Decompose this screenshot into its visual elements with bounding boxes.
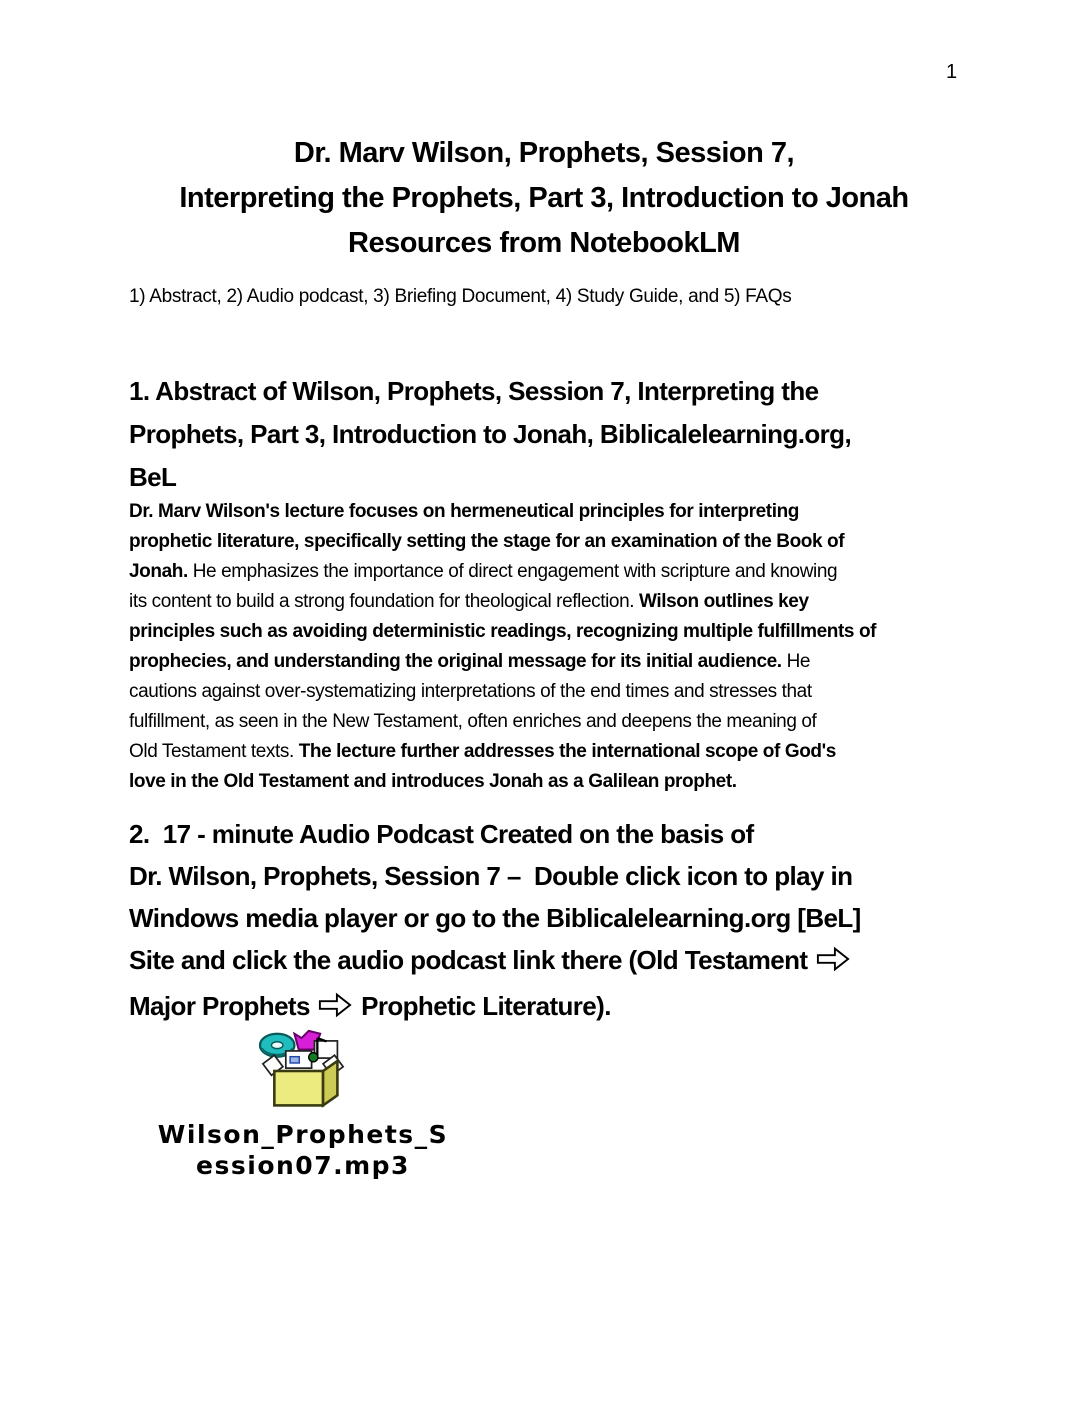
text-run: 2. 17 - minute Audio Podcast Created on the basis of [129,819,754,849]
text-line [129,617,876,647]
text-line [129,707,876,737]
text-run: Dr. Marv Wilson's lecture focuses on hermeneutical principles for interpreting [129,501,799,522]
arrow-right-icon [318,989,352,1031]
text-run: its content to build a strong foundation for theological reflection. [129,591,640,612]
audio-file-label[interactable] [128,1119,478,1181]
text-run: cautions against over-systematizing interpretations of the end times and stresses that [129,681,812,702]
text-line: Interpreting the Prophets, Part 3, Introduction to Jonah [179,182,909,214]
text-line [129,677,876,707]
text-line [129,855,861,897]
text-run: love in the Old Testament and introduces Jonah as a Galilean prophet. [129,771,737,792]
arrow-right-icon [816,943,850,985]
text-line [129,897,861,939]
text-line [129,813,861,855]
text-run: Wilson outlines key [639,591,809,612]
text-line [129,527,876,557]
text-run: He emphasizes the importance of direct engagement with scripture and knowing [187,561,838,582]
resources-list: 1) Abstract, 2) Audio podcast, 3) Briefing Document, 4) Study Guide, and 5) FAQs [129,286,792,307]
text-line [129,939,861,985]
text-run: Site and click the audio podcast link there (Old Testament [129,945,815,975]
page-number: 1 [946,61,958,83]
audio-podcast-heading [129,813,861,1031]
text-line: Resources from NotebookLM [348,227,740,259]
text-line [129,737,876,767]
text-line: BeL [129,462,177,492]
text-run: The lecture further addresses the international scope of God's [298,741,836,762]
text-run: Windows media player or go to the Biblicalelearning.org [BeL] [129,903,861,933]
text-run: prophecies, and understanding the original message for its initial audience. [129,651,782,672]
abstract-paragraph [129,497,876,797]
document-title [126,131,962,266]
abstract-heading [129,370,851,499]
text-run: Prophetic Literature). [354,991,611,1021]
text-run: He [781,651,811,672]
text-line [129,767,876,797]
text-line [129,985,861,1031]
text-run: prophetic literature, specifically setting the stage for an examination of the Book of [129,531,845,552]
text-line [129,647,876,677]
audio-file-object[interactable] [128,1028,478,1181]
text-run: Dr. Wilson, Prophets, Session 7 – Double click icon to play in [129,861,853,891]
text-line [129,587,876,617]
media-clip-icon[interactable] [251,1028,355,1119]
text-line: Prophets, Part 3, Introduction to Jonah, Biblicalelearning.org, [129,419,852,449]
text-run: Jonah. [129,561,188,582]
text-run: fulfillment, as seen in the New Testament, often enriches and deepens the meaning of [129,711,817,732]
text-run: Old Testament texts. [129,741,299,762]
text-line: 1. Abstract of Wilson, Prophets, Session 7, Interpreting the [129,376,819,406]
text-run: Major Prophets [129,991,317,1021]
text-line: ession07.mp3 [196,1151,410,1180]
text-line [129,557,876,587]
text-line: Wilson_Prophets_S [157,1120,449,1149]
text-line [129,497,876,527]
text-run: principles such as avoiding deterministic readings, recognizing multiple fulfillments of [129,621,877,642]
text-line: Dr. Marv Wilson, Prophets, Session 7, [293,137,795,169]
